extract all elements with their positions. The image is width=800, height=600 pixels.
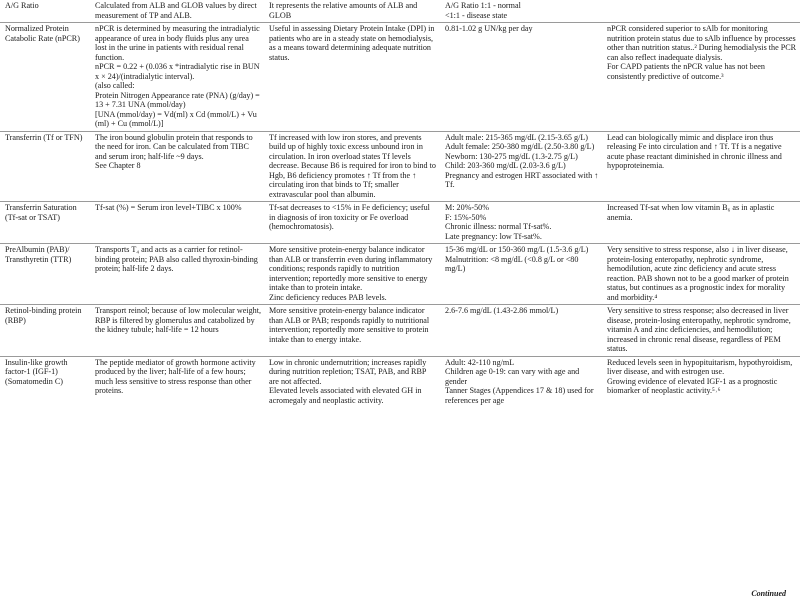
comments-cell: [602, 23, 800, 132]
derivation-text: [UNA (mmol/day) = Vd(ml) x Cd (mmol/L) + Vu (ml) + Cu (mmol/L)]: [95, 109, 257, 128]
normal-range-text: Tanner Stages (Appendices 17 & 18) used for references per age: [445, 386, 594, 405]
comments-text: Very sensitive to stress response, also ↓ in liver disease, protein-losing enteropathy, nephrotic syndrome, hemodilution, acute zinc deficiency and acute stress reaction. PAB shown not to be a good marker of protein status, but continues as a prognostic index for morality and morbidity.⁴: [607, 245, 789, 302]
test-name-cell: [0, 23, 90, 132]
derivation-cell: [90, 131, 264, 202]
table-row: [0, 131, 800, 202]
test-name-cell: [0, 131, 90, 202]
normal-range-text: Late pregnancy: low Tf-sat%.: [445, 231, 542, 241]
comments-text: Growing evidence of elevated IGF-1 as a prognostic biomarker of neoplastic activity.⁵˒⁶: [607, 376, 778, 395]
comments-cell: [602, 244, 800, 305]
normal-range-text: Malnutrition: <8 mg/dL (<0.8 g/L or <80 mg/L): [445, 254, 579, 273]
table-row: [0, 202, 800, 244]
derivation-text: nPCR is determined by measuring the intradialytic appearance of urea in body fluids plus any urea lost in the urine in patients with residual renal function.: [95, 24, 260, 62]
significance-cell: [264, 131, 440, 202]
normal-range-text: Newborn: 130-275 mg/dL (1.3-2.75 g/L): [445, 151, 578, 161]
test-name-text: A/G Ratio: [5, 1, 39, 10]
normal-range-cell: [440, 0, 602, 23]
normal-range-text: Adult male: 215-365 mg/dL (2.15-3.65 g/L): [445, 132, 588, 142]
table-row: [0, 0, 800, 23]
test-name-cell: [0, 202, 90, 244]
comments-text: For CAPD patients the nPCR value has not been consistently predictive of outcome.³: [607, 62, 765, 81]
significance-text: More sensitive protein-energy balance indicator than ALB or PAB; responds rapidly to nutritional intervention; reportedly more sensitive to protein intake than to energy intake.: [269, 306, 430, 344]
comments-text: Lead can biologically mimic and displace iron thus releasing Fe into circulation and ↑ Tf. Tf is a negative acute phase reactant diminished in chronic illness and hypoproteinemia.: [607, 132, 782, 170]
normal-range-text: M: 20%-50%: [445, 203, 490, 212]
normal-range-cell: [440, 202, 602, 244]
test-name-cell: [0, 0, 90, 23]
test-name-text: PreAlbumin (PAB)/ Transthyretin (TTR): [5, 245, 72, 264]
comments-text: Increased Tf-sat when low vitamin B₆ as in aplastic anemia.: [607, 203, 775, 222]
derivation-text: The iron bound globulin protein that responds to the need for iron. Can be calculated from TIBC and serum iron; half-life ~9 days.: [95, 132, 253, 161]
normal-range-text: Pregnancy and estrogen HRT associated with ↑ Tf.: [445, 170, 599, 189]
derivation-text: See Chapter 8: [95, 161, 141, 170]
normal-range-text: F: 15%-50%: [445, 212, 487, 222]
derivation-cell: [90, 356, 264, 407]
significance-cell: [264, 23, 440, 132]
test-name-text: Insulin-like growth factor-1 (IGF-1) (Somatomedin C): [5, 357, 68, 386]
derivation-cell: [90, 244, 264, 305]
table-row: [0, 23, 800, 132]
derivation-cell: [90, 0, 264, 23]
comments-text: nPCR considered superior to sAlb for monitoring nutrition protein status due to sAlb influence by processes other than nutrition status..² During hemodialysis the PCR can also reflect inadequate dialysis.: [607, 24, 797, 62]
normal-range-text: Adult female: 250-380 mg/dL (2.50-3.80 g/L): [445, 142, 595, 151]
normal-range-cell: [440, 305, 602, 357]
comments-text: Reduced levels seen in hypopituitarism, hypothyroidism, liver disease, and with estrogen use.: [607, 357, 793, 376]
normal-range-text: Child: 203-360 mg/dL (2.03-3.6 g/L): [445, 161, 566, 170]
normal-range-text: <1:1 - disease state: [445, 10, 508, 20]
normal-range-text: Children age 0-19: can vary with age and gender: [445, 367, 580, 386]
test-name-text: Normalized Protein Catabolic Rate (nPCR): [5, 24, 80, 43]
normal-range-text: A/G Ratio 1:1 - normal: [445, 1, 521, 10]
significance-text: More sensitive protein-energy balance indicator than ALB or transferrin even during inflammatory conditions; responds rapidly to nutrition intervention; reportedly more sensitive to energy intake than to protein intake.: [269, 245, 433, 292]
comments-cell: [602, 305, 800, 357]
significance-text: It represents the relative amounts of ALB and GLOB: [269, 1, 418, 20]
normal-range-cell: [440, 356, 602, 407]
significance-text: Elevated levels associated with elevated GH in acromegaly and neoplastic activity.: [269, 386, 422, 405]
normal-range-text: Chronic illness: normal Tf-sat%.: [445, 222, 552, 231]
derivation-text: 13 + 7.31 UNA (mmol/day): [95, 100, 186, 109]
significance-cell: [264, 244, 440, 305]
derivation-text: Calculated from ALB and GLOB values by direct measurement of TP and ALB.: [95, 1, 257, 20]
continued-footer: Continued: [751, 589, 786, 598]
derivation-cell: [90, 305, 264, 357]
test-name-cell: [0, 356, 90, 407]
normal-range-cell: [440, 131, 602, 202]
normal-range-text: 15-36 mg/dL or 150-360 mg/L (1.5-3.6 g/L): [445, 245, 589, 254]
derivation-cell: [90, 202, 264, 244]
derivation-text: Transport reinol; because of low molecular weight, RBP is filtered by glomerulus and catabolized by the kidney tubule; half-life = 12 hours: [95, 306, 261, 334]
normal-range-cell: [440, 23, 602, 132]
significance-text: Tf increased with low iron stores, and prevents build up of highly toxic excess unbound iron in circulation. In iron overload states Tf levels decrease. Because B6 is required for iron to bind to Hgb, B6 deficiency promotes ↑ Tf from the ↑ circulating iron that binds to Tf; smaller extravascular pool than albumin.: [269, 132, 436, 199]
comments-cell: [602, 131, 800, 202]
test-name-text: Retinol-binding protein (RBP): [5, 306, 82, 325]
significance-cell: [264, 202, 440, 244]
normal-range-text: Adult: 42-110 ng/mL: [445, 357, 515, 367]
derivation-text: Protein Nitrogen Appearance rate (PNA) (g/day) =: [95, 90, 260, 100]
test-name-text: Transferrin Saturation (Tf-sat or TSAT): [5, 203, 77, 222]
table-row: [0, 356, 800, 407]
derivation-text: Transports T₄ and acts as a carrier for retinol-binding protein; PAB also called thyroxin-binding protein; half-life 2 days.: [95, 245, 258, 273]
significance-cell: [264, 0, 440, 23]
table-row: [0, 305, 800, 357]
significance-cell: [264, 356, 440, 407]
normal-range-text: 0.81-1.02 g UN/kg per day: [445, 24, 533, 33]
derivation-cell: [90, 23, 264, 132]
comments-cell: [602, 356, 800, 407]
significance-text: Zinc deficiency reduces PAB levels.: [269, 292, 387, 302]
comments-text: Very sensitive to stress response; also decreased in liver disease, protein-losing enteropathy, nephrotic syndrome, vitamin A and zinc deficiencies, and hemodilution; increased in chronic renal disease, regardless of PEM status.: [607, 306, 791, 353]
test-name-cell: [0, 305, 90, 357]
derivation-text: (also called:: [95, 81, 135, 90]
test-name-cell: [0, 244, 90, 305]
significance-text: Useful in assessing Dietary Protein Intake (DPI) in patients who are in a steady state on hemodialysis, as a means toward determining adequate nutrition status.: [269, 24, 435, 62]
normal-range-cell: [440, 244, 602, 305]
significance-cell: [264, 305, 440, 357]
derivation-text: Tf-sat (%) = Serum iron level+TIBC x 100%: [95, 203, 242, 212]
derivation-text: nPCR = 0.22 + (0.036 x *intradialytic rise in BUN x × 24)/(intradialytic interval).: [95, 62, 260, 81]
comments-cell: [602, 202, 800, 244]
significance-text: Tf-sat decreases to <15% in Fe deficiency; useful in diagnosis of iron toxicity or Fe overload (hemochromatosis).: [269, 203, 430, 231]
significance-text: Low in chronic undernutrition; increases rapidly during nutrition repletion; TSAT, PAB, and RBP are not affected.: [269, 357, 427, 386]
normal-range-text: 2.6-7.6 mg/dL (1.43-2.86 mmol/L): [445, 306, 559, 315]
derivation-text: The peptide mediator of growth hormone activity produced by the liver; half-life of a few hours; much less sensitive to stress response than other proteins.: [95, 357, 256, 395]
table-row: [0, 244, 800, 305]
test-name-text: Transferrin (Tf or TFN): [5, 132, 83, 142]
comments-cell: [602, 0, 800, 23]
